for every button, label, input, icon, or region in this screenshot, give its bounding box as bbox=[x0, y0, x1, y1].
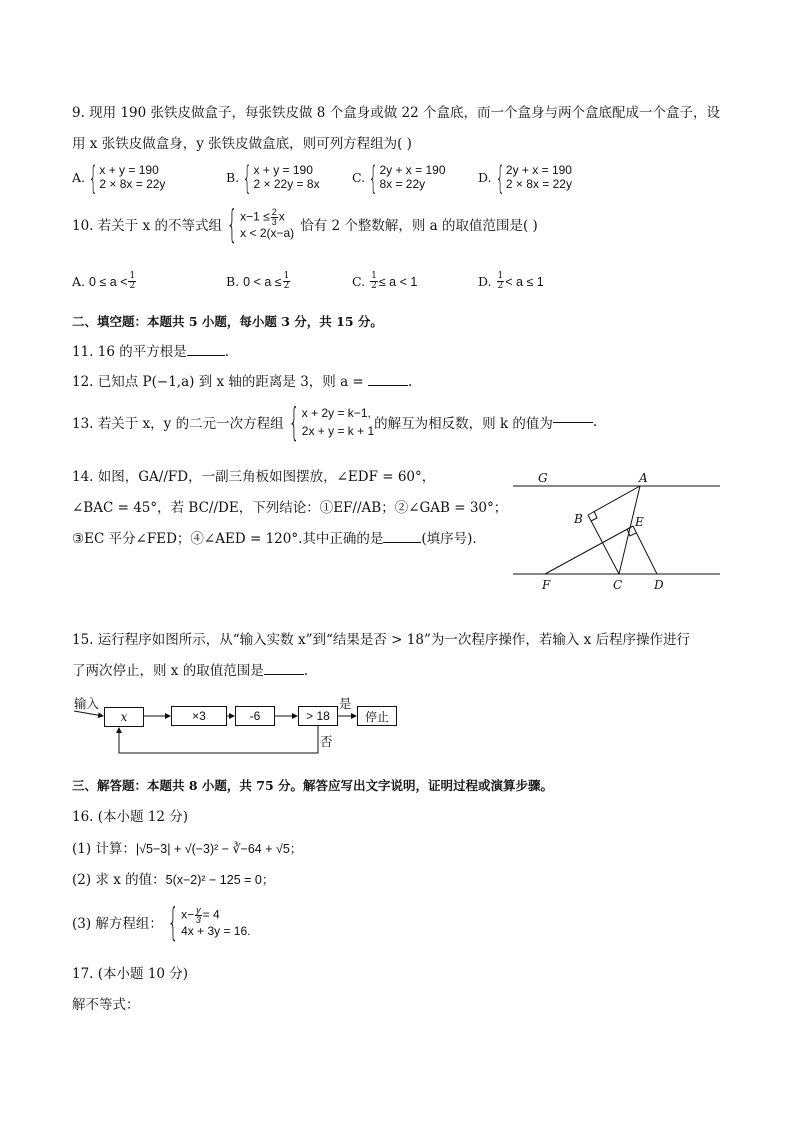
q17-title: 17. (本小题 10 分) bbox=[72, 966, 189, 982]
q15-line1: 15. 运行程序如图所示，从“输入实数 x”到“结果是否 > 18”为一次程序操作，若输入 x 后程序操作进行 bbox=[72, 632, 691, 648]
label-b: B bbox=[574, 512, 583, 526]
flow-box-stop: 停止 bbox=[357, 706, 397, 726]
segment-bc bbox=[588, 515, 619, 574]
q9-option-b: B. { x + y = 190 2 × 22y = 8x bbox=[226, 158, 320, 197]
segment-fe bbox=[545, 526, 633, 574]
flow-no-label: 否 bbox=[320, 734, 333, 749]
section-2-heading: 二、填空题：本题共 5 小题，每小题 3 分，共 15 分。 bbox=[72, 314, 383, 329]
flow-arrows bbox=[60, 695, 420, 760]
q17-text: 解不等式： bbox=[72, 997, 140, 1013]
label-e: E bbox=[635, 515, 644, 529]
arrow-loop-back bbox=[119, 726, 318, 753]
q10-option-a: A. 0 ≤ a < $\frac{1}{2}$ bbox=[72, 271, 136, 291]
label-d: D bbox=[654, 578, 664, 592]
label-c: C bbox=[613, 578, 623, 592]
arrow-input bbox=[74, 711, 103, 716]
flow-box-gt18: > 18 bbox=[298, 706, 338, 726]
segment-ac bbox=[619, 486, 640, 574]
q9-line1: 9. 现用 190 张铁皮做盒子，每张铁皮做 8 个盒身或做 22 个盒底，而一个盒身与两个盒底配成一个盒子，设 bbox=[72, 105, 720, 121]
q9-option-c: C. { 2y + x = 190 8x = 22y bbox=[352, 158, 446, 197]
q10-stem: 10. 若关于 x 的不等式组 { x−1 ≤ $\frac{2}{3}$ x x < 2(x−a) 恰有 2 个整数解，则 a 的取值范围是( ) bbox=[72, 202, 538, 247]
q14-geometry-figure bbox=[505, 462, 725, 597]
label-a: A bbox=[639, 471, 648, 485]
q13: 13. 若关于 x，y 的二元一次方程组 { x + 2y = k−1, 2x + y = k + 1 的解互为相反数，则 k 的值为 . bbox=[72, 399, 598, 444]
q16-part1: (1) 计算：|√5−3| + √(−3)² − ∛−64 + √5； bbox=[72, 841, 303, 857]
flow-box-times3: ×3 bbox=[171, 706, 227, 726]
flow-box-x: x bbox=[104, 707, 144, 727]
flow-yes-label: 是 bbox=[339, 696, 352, 711]
q16-part2: (2) 求 x 的值：5(x−2)² − 125 = 0； bbox=[72, 872, 275, 888]
q16-title: 16. (本小题 12 分) bbox=[72, 809, 189, 825]
section-3-heading: 三、解答题：本题共 8 小题，共 75 分。解答应写出文字说明，证明过程或演算步骤。 bbox=[72, 778, 554, 793]
q11: 11. 16 的平方根是 . bbox=[72, 344, 230, 360]
q10-option-b: B. 0 < a ≤ $\frac{1}{2}$ bbox=[226, 271, 290, 291]
q16-part3: (3) 解方程组： { x− $\frac{y}{3}$ = 4 4x + 3y = 16. bbox=[72, 900, 251, 945]
q14-line1: 14. 如图，GA//FD，一副三角板如图摆放，∠EDF = 60°， bbox=[72, 469, 436, 485]
q9-option-a: A. { x + y = 190 2 × 8x = 22y bbox=[72, 158, 166, 197]
q14-line3: ③EC 平分∠FED；④∠AED = 120°.其中正确的是 (填序号). bbox=[72, 531, 477, 547]
label-g: G bbox=[538, 471, 548, 485]
flow-box-minus6: -6 bbox=[235, 706, 275, 726]
q9-option-d: D. { 2y + x = 190 2 × 8x = 22y bbox=[478, 158, 572, 197]
q14-line2: ∠BAC = 45°，若 BC//DE，下列结论：①EF//AB；②∠GAB = 30°； bbox=[72, 500, 508, 516]
segment-ed bbox=[633, 526, 657, 574]
label-f: F bbox=[542, 578, 551, 592]
q12: 12. 已知点 P(−1,a) 到 x 轴的距离是 3，则 a = . bbox=[72, 374, 413, 390]
q15-line2: 了两次停止，则 x 的取值范围是 . bbox=[72, 663, 308, 679]
segment-ab bbox=[588, 486, 640, 515]
q10-option-c: C. $\frac{1}{2}$ ≤ a < 1 bbox=[352, 271, 418, 291]
q10-option-d: D. $\frac{1}{2}$ < a ≤ 1 bbox=[478, 271, 544, 291]
flow-input-label: 输入 bbox=[74, 696, 100, 711]
q9-line2: 用 x 张铁皮做盒身，y 张铁皮做盒底，则可列方程组为( ) bbox=[72, 136, 412, 152]
